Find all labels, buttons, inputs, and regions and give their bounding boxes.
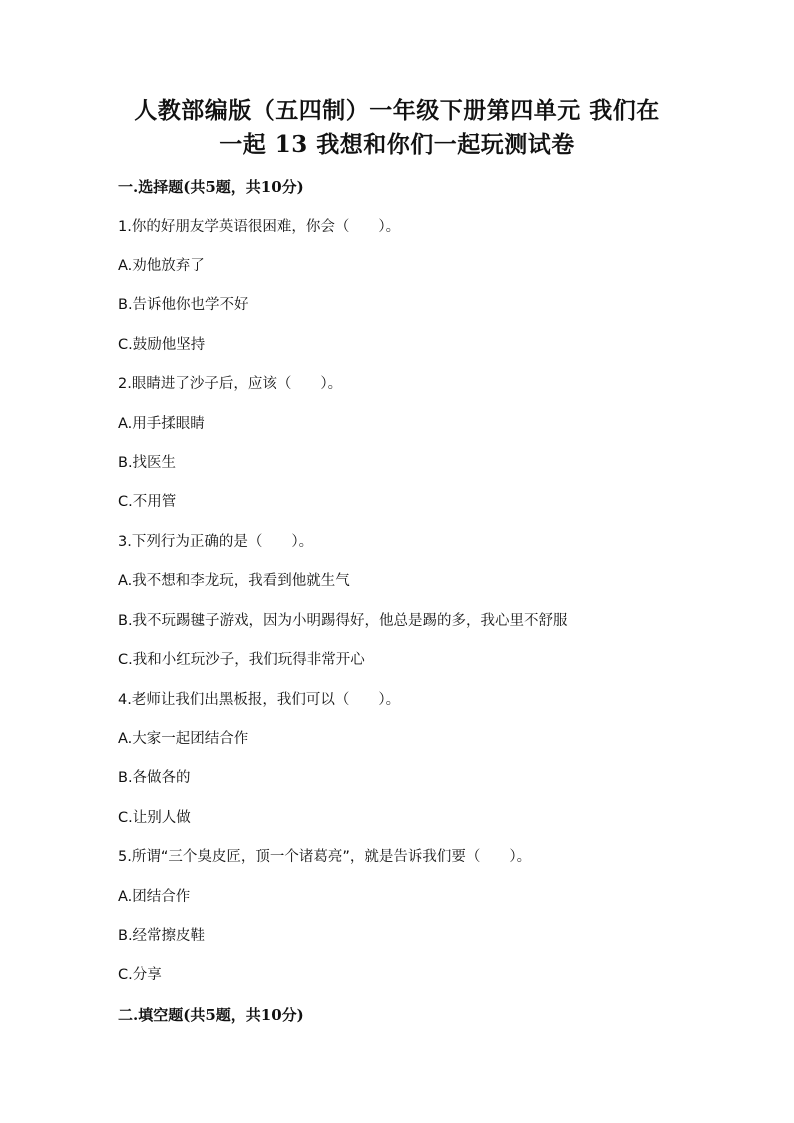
question-option: B.找医生 [118, 455, 177, 471]
question-option: B.告诉他你也学不好 [118, 297, 249, 313]
question-option: A.我不想和李龙玩，我看到他就生气 [118, 573, 350, 589]
question-option: B.经常擦皮鞋 [118, 928, 206, 944]
question-option: C.不用管 [118, 494, 177, 510]
question-option: C.鼓励他坚持 [118, 337, 206, 353]
question-stem: 4.老师让我们出黑板报，我们可以（ ）。 [118, 692, 401, 708]
question-option: A.大家一起团结合作 [118, 731, 249, 747]
question-option: B.各做各的 [118, 770, 191, 786]
question-option: C.我和小红玩沙子，我们玩得非常开心 [118, 652, 365, 668]
section-heading-choice: 一.选择题(共5题，共10分) [118, 178, 304, 196]
question-option: C.分享 [118, 967, 162, 983]
question-stem: 3.下列行为正确的是（ ）。 [118, 534, 314, 550]
question-stem: 5.所谓“三个臭皮匠，顶一个诸葛亮”，就是告诉我们要（ ）。 [118, 849, 532, 865]
question-option: C.让别人做 [118, 810, 191, 826]
question-option: A.团结合作 [118, 889, 191, 905]
document-title-line-2: 一起 13 我想和你们一起玩测试卷 [219, 131, 575, 158]
section-heading-fill-in: 二.填空题(共5题，共10分) [118, 1006, 304, 1024]
question-option: B.我不玩踢毽子游戏，因为小明踢得好，他总是踢的多，我心里不舒服 [118, 613, 568, 629]
document-title-line-1: 人教部编版（五四制）一年级下册第四单元 我们在 [134, 97, 660, 124]
question-stem: 2.眼睛进了沙子后，应该（ ）。 [118, 376, 343, 392]
question-stem: 1.你的好朋友学英语很困难，你会（ ）。 [118, 219, 401, 235]
question-option: A.用手揉眼睛 [118, 416, 205, 432]
question-option: A.劝他放弃了 [118, 258, 205, 274]
